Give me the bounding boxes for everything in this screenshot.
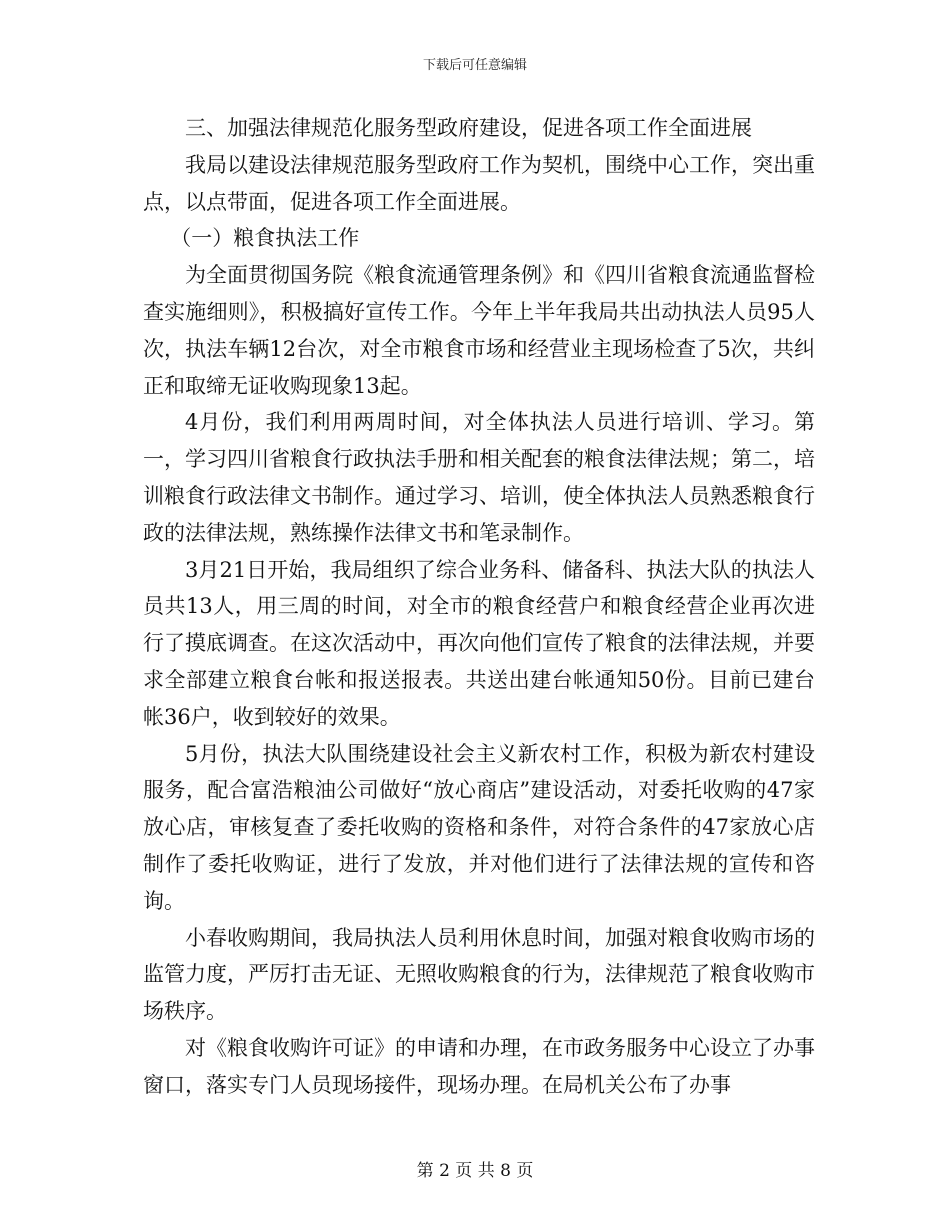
document-body xyxy=(143,110,815,1104)
page-footer: 第 2 页 共 8 页 xyxy=(416,1161,534,1181)
paragraph: 对《粮食收购许可证》的申请和办理，在市政务服务中心设立了办事窗口，落实专门人员现场接件，现场办理。在局机关公布了办事 xyxy=(143,1035,815,1097)
paragraph: 我局以建设法律规范服务型政府工作为契机，围绕中心工作，突出重点，以点带面，促进各项工作全面进展。 xyxy=(143,152,815,214)
paragraph: 3月21日开始，我局组织了综合业务科、储备科、执法大队的执法人员共13人，用三周的时间，对全市的粮食经营户和粮食经营企业再次进行了摸底调查。在这次活动中，再次向他们宣传了粮食的法律法规，并要求全部建立粮食台帐和报送报表。共送出建台帐通知50份。目前已建台帐36户，收到较好的效果。 xyxy=(143,557,815,729)
paragraph: 小春收购期间，我局执法人员利用休息时间，加强对粮食收购市场的监管力度，严厉打击无证、无照收购粮食的行为，法律规范了粮食收购市场秩序。 xyxy=(143,925,815,1024)
page-header: 下载后可任意编辑 xyxy=(422,58,527,73)
section-heading: 三、加强法律规范化服务型政府建设，促进各项工作全面进展 xyxy=(185,116,752,140)
subsection-heading: （一）粮食执法工作 xyxy=(170,226,360,251)
paragraph: 4月份，我们利用两周时间，对全体执法人员进行培训、学习。第一，学习四川省粮食行政执法手册和相关配套的粮食法律法规；第二，培训粮食行政法律文书制作。通过学习、培训，使全体执法人员熟悉粮食行政的法律法规，熟练操作法律文书和笔录制作。 xyxy=(143,410,815,545)
paragraph: 5月份，执法大队围绕建设社会主义新农村工作，积极为新农村建设服务，配合富浩粮油公司做好“放心商店”建设活动，对委托收购的47家放心店，审核复查了委托收购的资格和条件，对符合条件的47家放心店制作了委托收购证，进行了发放，并对他们进行了法律法规的宣传和咨询。 xyxy=(143,741,815,913)
paragraph: 为全面贯彻国务院《粮食流通管理条例》和《四川省粮食流通监督检查实施细则》，积极搞好宣传工作。今年上半年我局共出动执法人员95人次，执法车辆12台次，对全市粮食市场和经营业主现场检查了5次，共纠正和取缔无证收购现象13起。 xyxy=(143,263,815,398)
